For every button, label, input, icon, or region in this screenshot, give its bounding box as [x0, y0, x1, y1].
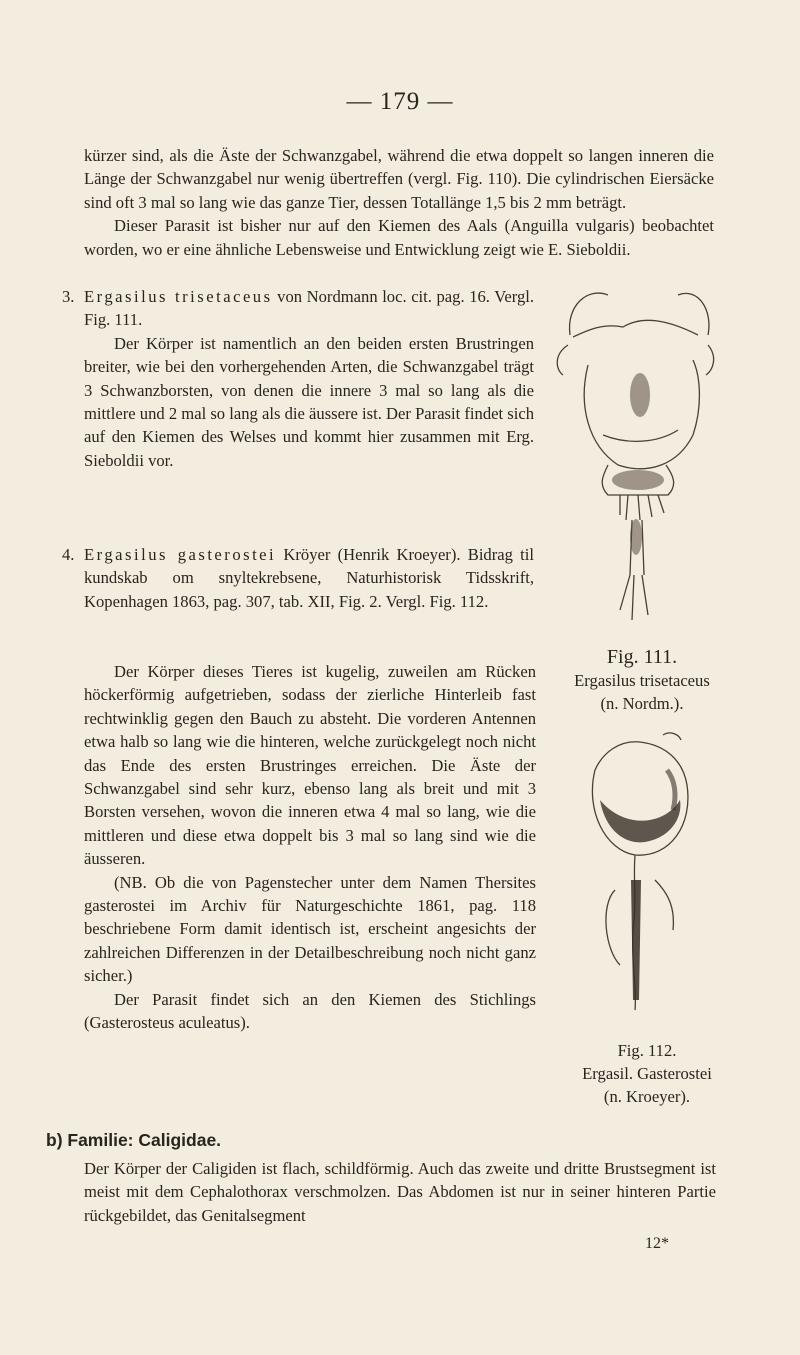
intro-paragraph-1: kürzer sind, als die Äste der Schwanzgabel, während die etwa doppelt so langen inneren die Länge der Schwanzgabel nur wenig übertreffen (vergl. Fig. 110). Die cylindrischen Eiersäcke sind oft 3 mal so lang wie das ganze Tier, dessen Totallänge 1,5 bis 2 mm beträgt.: [84, 146, 714, 212]
entry-number: 4.: [62, 545, 75, 564]
figure-112-title: Fig. 112.: [617, 1041, 677, 1060]
species-name: Ergasilus trisetaceus: [84, 287, 273, 306]
figure-111-species: Ergasilus trisetaceus: [574, 671, 710, 690]
intro-paragraph-2: Dieser Parasit ist bisher nur auf den Kiemen des Aals (Anguilla vulgaris) beobachtet worden, wo er eine ähnliche Lebensweise und Entwicklung zeigt wie E. Sieboldii.: [84, 216, 714, 259]
entry-body: Der Körper dieses Tieres ist kugelig, zuweilen am Rücken höckerförmig aufgetrieben, sodass der zierliche Hinterleib fast rechtwinklig gegen den Bauch zu absteht. Die vorderen Antennen etwa halb so lang wie die hinteren, welche zurückgelegt noch nicht das Ende des ersten Brustringes erreichen. Die Äste der Schwanzgabel sind sehr kurz, ebenso lang als breit und mit 3 Borsten versehen, wovon die inneren etwa 4 mal so lang, wie die mittleren und diese etwa doppelt bis 3 mal so lang sind wie die äusseren.: [84, 662, 536, 869]
species-name: Ergasilus gasterostei: [84, 545, 277, 564]
signature-mark: 12*: [645, 1235, 669, 1252]
entry-number: 3.: [62, 287, 75, 306]
section-b-caligidae: [46, 1130, 716, 1227]
copepod-trisetaceus-drawing: [548, 275, 728, 635]
entry-body: Der Körper ist namentlich an den beiden ersten Brustringen breiter, wie bei den vorhergehenden Arten, die Schwanzgabel trägt 3 Schwanzborsten, von denen die innere 3 mal so lang als die mittlere und 2 mal so lang als die äussere ist. Der Parasit findet sich auf den Kiemen des Welses und kommt hier zusammen mit Erg. Sieboldii vor.: [84, 333, 534, 470]
citation: Kröyer (Henrik Kroeyer). Bidrag til kundskab om snyltekrebsene, Naturhistorisk Tidsskrift, Kopenhagen 1863, pag. 307, tab. XII, Fig. 2. Vergl. Fig. 112.: [84, 545, 534, 611]
figure-112-illustration: [575, 730, 705, 1030]
page-number: — 179 —: [346, 88, 454, 115]
citation: von Nordmann loc. cit. pag. 16. Vergl. Fig. 111.: [84, 287, 535, 330]
entry-ergasilus-gasterostei: [62, 543, 534, 613]
entry-host: Der Parasit findet sich an den Kiemen des Stichlings (Gasterosteus aculeatus).: [84, 989, 536, 1033]
figure-112-caption: [532, 1039, 762, 1108]
copepod-gasterostei-drawing: [575, 730, 705, 1030]
intro-text: [84, 144, 714, 261]
entry-gasterostei-continued: [84, 660, 536, 1035]
section-body: Der Körper der Caligiden ist flach, schildförmig. Auch das zweite und dritte Brustsegment ist meist mit dem Cephalothorax verschmolzen. Das Abdomen ist nur in seiner hinteren Partie rückgebildet, das Genitalsegment: [84, 1159, 716, 1225]
section-heading: b) Familie: Caligidae.: [46, 1130, 222, 1150]
figure-111-source: (n. Nordm.).: [600, 694, 684, 713]
figure-111-title: Fig. 111.: [606, 646, 678, 668]
figure-112-species: Ergasil. Gasterostei: [582, 1064, 712, 1083]
entry-note: (NB. Ob die von Pagenstecher unter dem Namen Thersites gasterostei im Archiv für Naturgeschichte 1861, pag. 118 beschriebene Form damit identisch ist, erscheint angesichts der zahlreichen Differenzen in der Detailbeschreibung noch nicht ganz sicher.): [84, 872, 536, 986]
figure-112-source: (n. Kroeyer).: [603, 1087, 691, 1106]
entry-ergasilus-trisetaceus: [62, 285, 535, 472]
figure-111-illustration: [548, 275, 728, 635]
figure-111-caption: [532, 646, 752, 715]
